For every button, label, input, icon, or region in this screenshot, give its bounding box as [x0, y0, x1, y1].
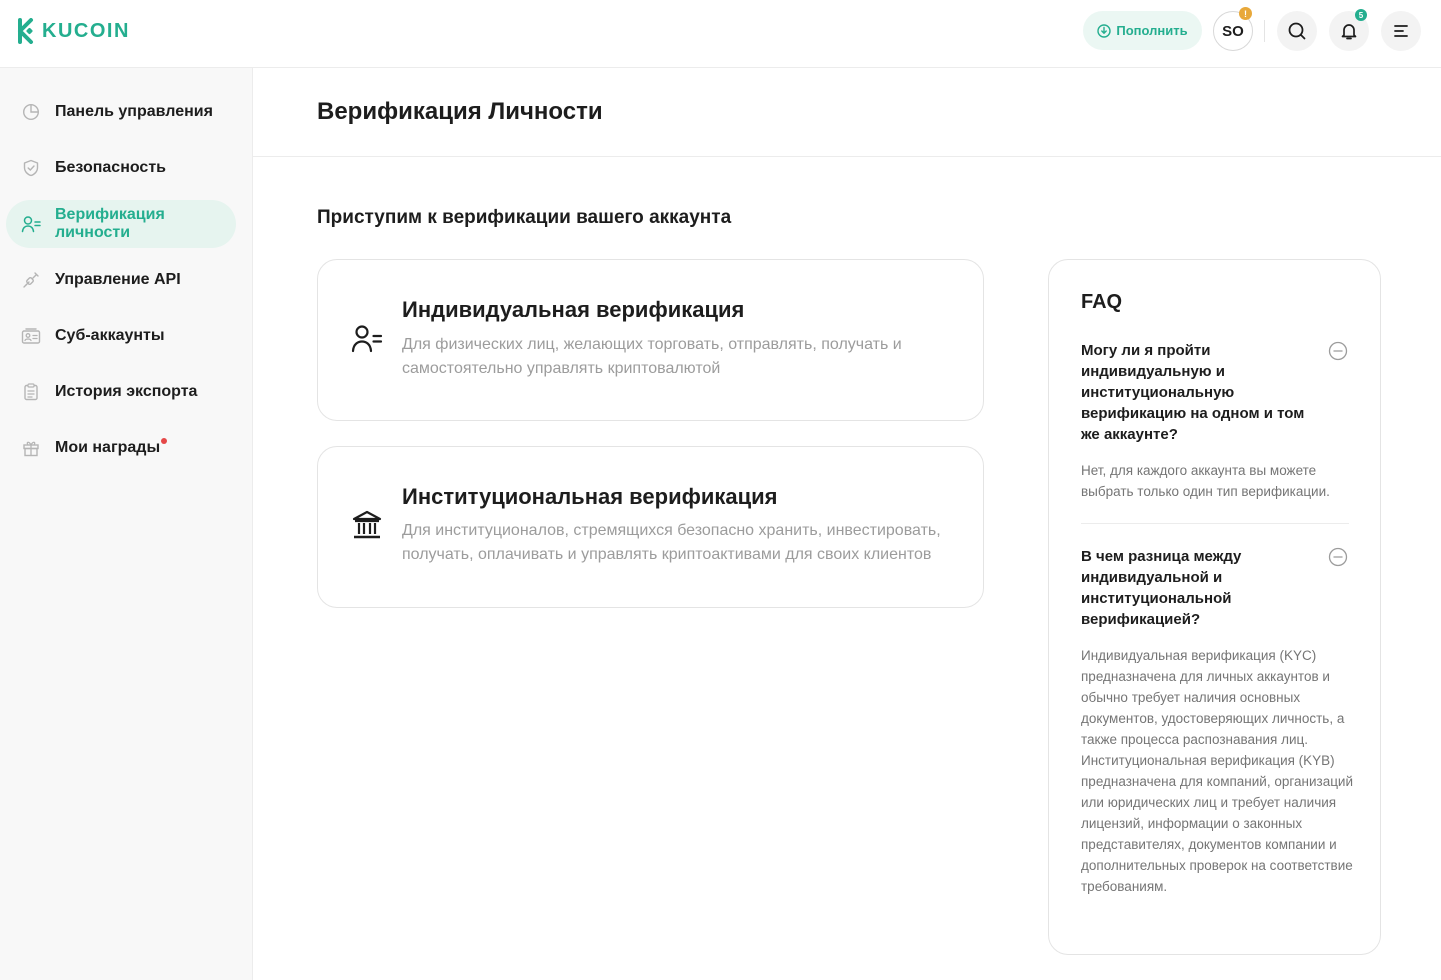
gift-icon: [21, 438, 41, 458]
logo-text: KUCOIN: [42, 19, 130, 42]
shield-icon: [21, 158, 41, 178]
kucoin-logo[interactable]: [12, 18, 130, 44]
export-history-icon: [21, 382, 41, 402]
sidebar-item-label: Верификация личности: [55, 206, 165, 241]
sidebar-item-dashboard[interactable]: [6, 88, 236, 136]
sub-accounts-icon: [21, 326, 41, 346]
faq-question[interactable]: В чем разница между индивидуальной и институциональной верификацией?: [1081, 548, 1242, 628]
sidebar-item-label: Безопасность: [55, 159, 166, 176]
page-title: Верификация Личности: [317, 98, 603, 125]
menu-button[interactable]: [1381, 11, 1421, 51]
sidebar-item-security[interactable]: [6, 144, 236, 192]
sidebar-item-my-rewards[interactable]: [6, 424, 236, 472]
section-title: Приступим к верификации вашего аккаунта: [317, 207, 732, 228]
notification-count-badge: 5: [1355, 9, 1367, 21]
avatar-warning-badge: !: [1239, 7, 1252, 20]
menu-icon: [1392, 22, 1410, 40]
deposit-button[interactable]: [1083, 11, 1202, 50]
individual-verification-card[interactable]: [317, 259, 984, 421]
bell-icon: [1339, 21, 1359, 41]
sidebar-item-label: История экспорта: [55, 383, 198, 400]
download-icon: [1097, 24, 1111, 38]
sidebar-item-sub-accounts[interactable]: [6, 312, 236, 360]
sidebar-item-label: Суб-аккаунты: [55, 327, 165, 344]
search-icon: [1287, 21, 1307, 41]
card-title: Индивидуальная верификация: [402, 297, 745, 322]
deposit-label: Пополнить: [1116, 23, 1188, 38]
sidebar-item-api-management[interactable]: [6, 256, 236, 304]
card-title: Институциональная верификация: [402, 484, 778, 509]
faq-title: FAQ: [1081, 291, 1123, 313]
kucoin-logo-icon: [12, 18, 36, 44]
top-header: [0, 0, 1441, 68]
faq-answer: Нет, для каждого аккаунта вы можете выбрать только один тип верификации.: [1081, 463, 1330, 499]
sidebar-item-label: Управление API: [55, 271, 181, 288]
collapse-icon[interactable]: [1328, 341, 1348, 361]
search-button[interactable]: [1277, 11, 1317, 51]
dashboard-icon: [21, 102, 41, 122]
card-description: Для физических лиц, желающих торговать, отправлять, получать и самостоятельно управлять криптовалютой: [402, 336, 902, 377]
sidebar: [0, 68, 253, 980]
api-icon: [21, 270, 41, 290]
sidebar-item-label: Панель управления: [55, 103, 213, 120]
faq-divider: [1081, 523, 1349, 524]
institution-icon: [351, 509, 383, 541]
faq-question[interactable]: Могу ли я пройти индивидуальную и институциональную верификацию на одном и том же аккаунте?: [1081, 342, 1305, 443]
page-title-bar: [253, 68, 1441, 157]
collapse-icon[interactable]: [1328, 547, 1348, 567]
header-divider: [1264, 20, 1265, 42]
sidebar-item-export-history[interactable]: [6, 368, 236, 416]
person-icon: [351, 324, 383, 356]
faq-answer: Индивидуальная верификация (KYC) предназначена для личных аккаунтов и обычно требует наличия основных документов, удостоверяющих личность, а также процесса распознавания лиц. Институциональная верификация (KYB) предназначена для компаний, организаций или юридических лиц и требует наличия лицензий, информации о законных представителях, документов компании и дополнительных проверок на соответствие требованиям.: [1081, 648, 1354, 894]
sidebar-item-label: Мои награды: [55, 439, 161, 456]
institutional-verification-card[interactable]: [317, 446, 984, 608]
avatar-initials: SO: [1222, 22, 1244, 40]
sidebar-item-identity-verification[interactable]: [6, 200, 236, 248]
faq-panel: [1048, 259, 1381, 955]
card-description: Для институционалов, стремящихся безопасно хранить, инвестировать, получать, оплачивать и управлять криптоактивами для своих клиентов: [402, 522, 941, 563]
user-verify-icon: [21, 214, 41, 234]
